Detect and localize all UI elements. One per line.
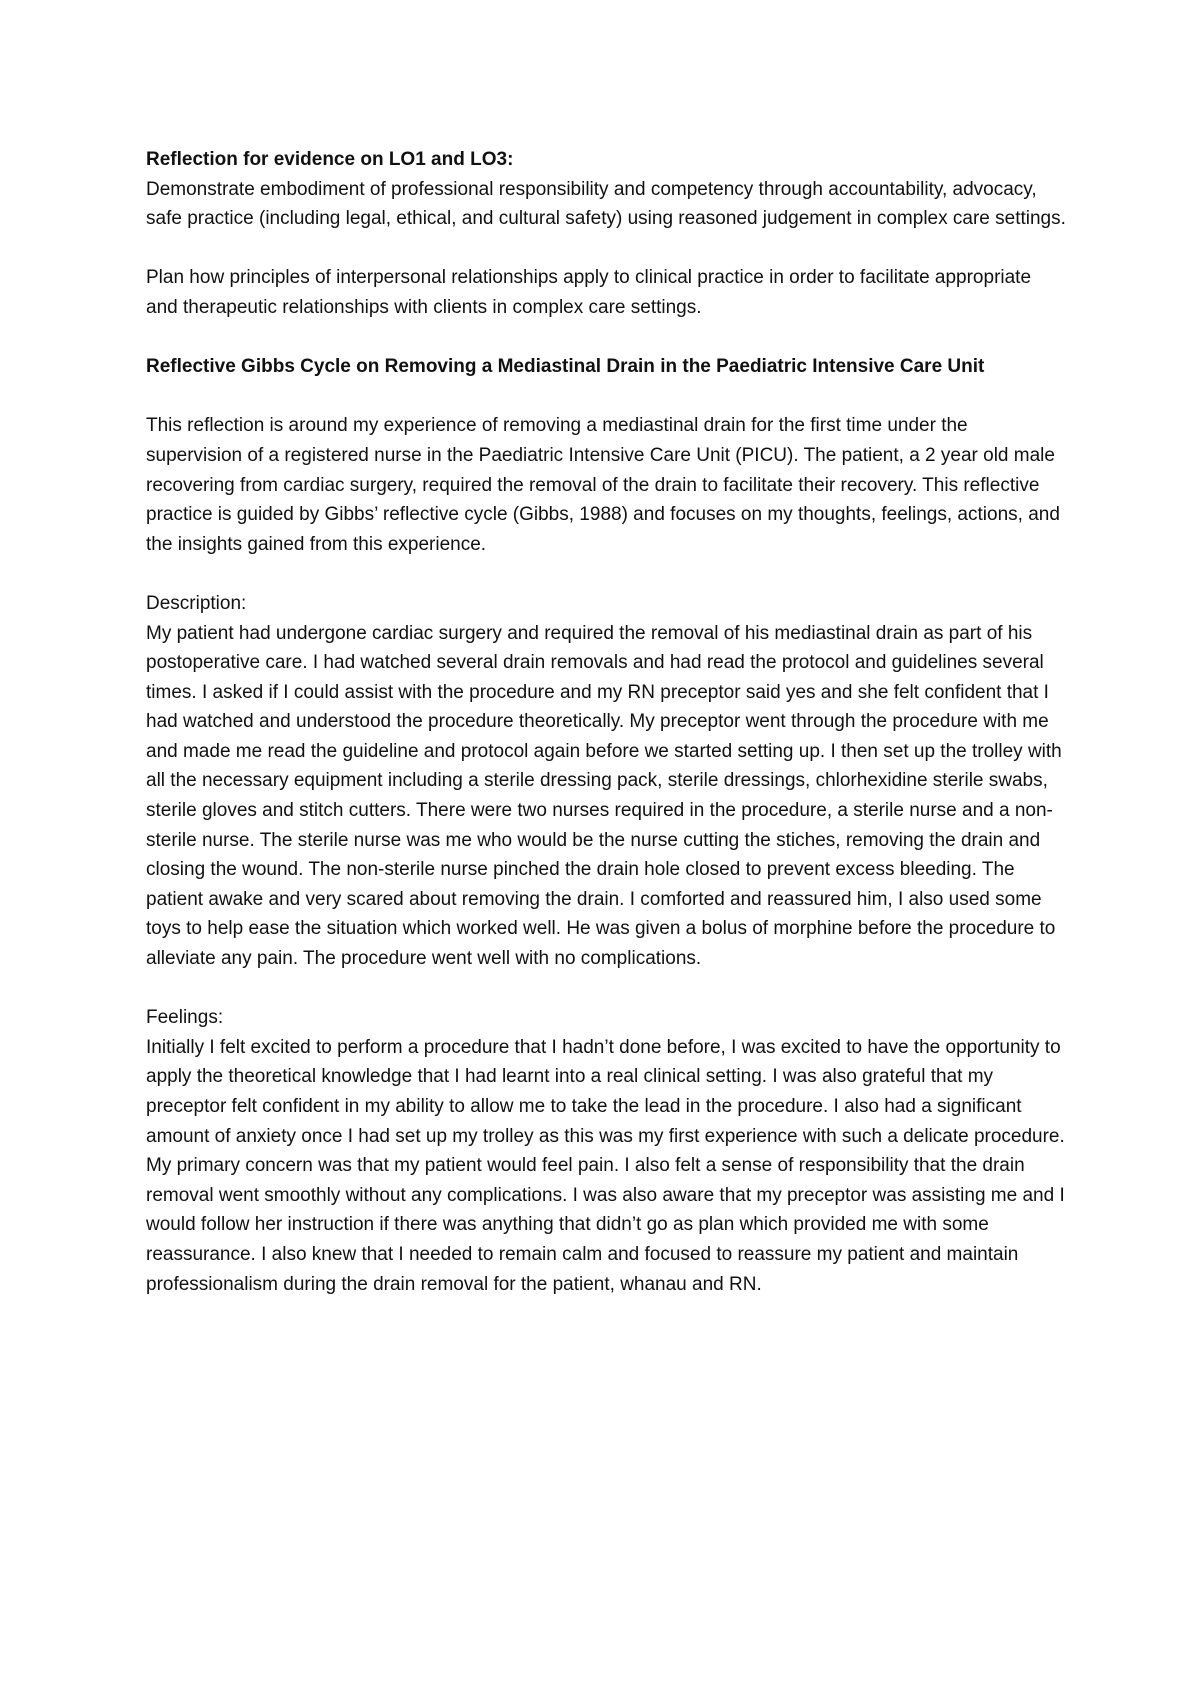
description-heading: Description: — [146, 592, 247, 614]
spacer — [146, 323, 1066, 353]
description-paragraph: My patient had undergone cardiac surgery and required the removal of his mediastinal drain as part of his postoperative care. I had watched several drain removals and had read the protocol and guidelines several times. I asked if I could assist with the procedure and my RN preceptor said yes and she felt confident that I had watched and understood the procedure theoretically. My preceptor went through the procedure with me and made me read the guideline and protocol again before we started setting up. I then set up the trolley with all the necessary equipment including a sterile dressing pack, sterile dressings, chlorhexidine sterile swabs, sterile gloves and stitch cutters. There were two nurses required in the procedure, a sterile nurse and a non-sterile nurse. The sterile nurse was me who would be the nurse cutting the stiches, removing the drain and closing the wound. The non-sterile nurse pinched the drain hole closed to prevent excess bleeding. The patient awake and very scared about removing the drain. I comforted and reassured him, I also used some toys to help ease the situation which worked well. He was given a bolus of morphine before the procedure to alleviate any pain. The procedure went well with no complications. — [146, 622, 1062, 970]
document-body — [146, 145, 1066, 1299]
spacer — [146, 234, 1066, 264]
feelings-heading: Feelings: — [146, 1007, 224, 1029]
learning-outcome-3: Plan how principles of interpersonal relationships apply to clinical practice in order to facilitate appropriate and therapeutic relationships with clients in complex care settings. — [146, 267, 1032, 318]
reflection-heading: Reflection for evidence on LO1 and LO3: — [146, 149, 514, 170]
spacer — [146, 382, 1066, 412]
intro-paragraph: This reflection is around my experience of removing a mediastinal drain for the first time under the supervision of a registered nurse in the Paediatric Intensive Care Unit (PICU). The patient, a 2 year old male recovering from cardiac surgery, required the removal of the drain to facilitate their recovery. This reflective practice is guided by Gibbs’ reflective cycle (Gibbs, 1988) and focuses on my thoughts, feelings, actions, and the insights gained from this experience. — [146, 415, 1060, 555]
learning-outcome-1: Demonstrate embodiment of professional responsibility and competency through accountability, advocacy, safe practice (including legal, ethical, and cultural safety) using reasoned judgement in complex care settings. — [146, 178, 1066, 230]
spacer — [146, 559, 1066, 589]
feelings-paragraph: Initially I felt excited to perform a procedure that I hadn’t done before, I was excited to have the opportunity to apply the theoretical knowledge that I had learnt into a real clinical setting. I was also grateful that my preceptor felt confident in my ability to allow me to take the lead in the procedure. I also had a significant amount of anxiety once I had set up my trolley as this was my first experience with such a delicate procedure. My primary concern was that my patient would feel pain. I also felt a sense of responsibility that the drain removal went smoothly without any complications. I was also aware that my preceptor was assisting me and I would follow her instruction if there was anything that didn’t go as plan which provided me with some reassurance. I also knew that I needed to remain calm and focused to reassure my patient and maintain professionalism during the drain removal for the patient, whanau and RN. — [146, 1036, 1065, 1295]
reflection-title: Reflective Gibbs Cycle on Removing a Mediastinal Drain in the Paediatric Intensive Care Unit — [146, 356, 985, 378]
spacer — [146, 974, 1066, 1004]
